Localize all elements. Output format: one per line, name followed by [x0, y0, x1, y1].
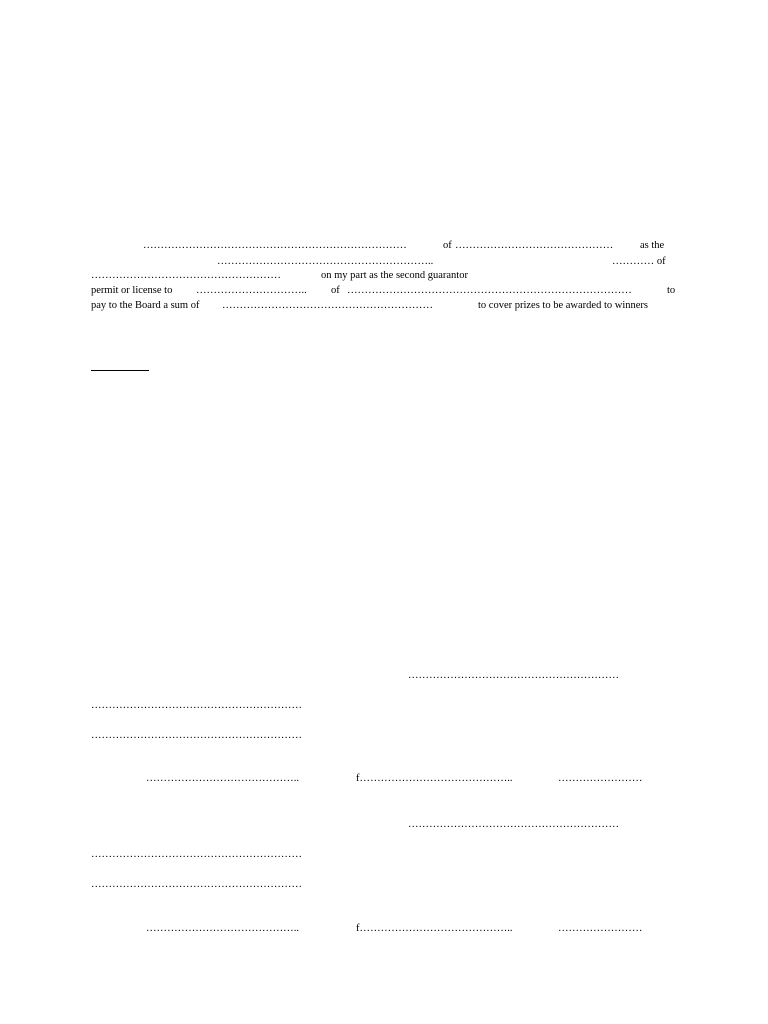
- block1-left-blank-1: ……………………………………………………: [91, 700, 302, 711]
- block2-left-blank-2: ……………………………………………………: [91, 879, 302, 890]
- guarantor-name-blank: …………………………………………………………………: [143, 240, 407, 251]
- of-label-2: of: [331, 285, 340, 296]
- block2-left-blank-1: ……………………………………………………: [91, 849, 302, 860]
- line2-blank-a: ……………………………………………………..: [217, 256, 434, 267]
- line2-blank-b: ………… of: [612, 256, 666, 267]
- as-the-text: as the: [640, 240, 665, 251]
- block2-right-blank: ……………………………………………………: [408, 819, 619, 830]
- block1-bottom-blank-b: f……………………………………..: [356, 773, 513, 784]
- block1-left-blank-2: ……………………………………………………: [91, 730, 302, 741]
- line3-blank: ………………………………………………: [91, 270, 281, 281]
- sum-blank: ……………………………………………………: [222, 300, 433, 311]
- licensee-blank: …………………………..: [196, 285, 307, 296]
- prizes-text: to cover prizes to be awarded to winners: [478, 300, 648, 311]
- block1-right-blank: ……………………………………………………: [408, 670, 619, 681]
- block1-bottom-blank-c: ……………………: [558, 773, 643, 784]
- to-text: to: [667, 285, 676, 296]
- guarantor-address-blank: ………………………………………: [455, 240, 614, 251]
- licensee-address-blank: ………………………………………………………………………: [347, 285, 632, 296]
- signature-underline: [91, 370, 149, 371]
- second-guarantor-text: on my part as the second guarantor: [321, 270, 468, 281]
- block2-bottom-blank-b: f……………………………………..: [356, 923, 513, 934]
- pay-board-text: pay to the Board a sum of: [91, 300, 200, 311]
- of-label: of: [443, 240, 452, 251]
- permit-license-text: permit or license to: [91, 285, 173, 296]
- block1-bottom-blank-a: ……………………………………..: [146, 773, 300, 784]
- block2-bottom-blank-c: ……………………: [558, 923, 643, 934]
- block2-bottom-blank-a: ……………………………………..: [146, 923, 300, 934]
